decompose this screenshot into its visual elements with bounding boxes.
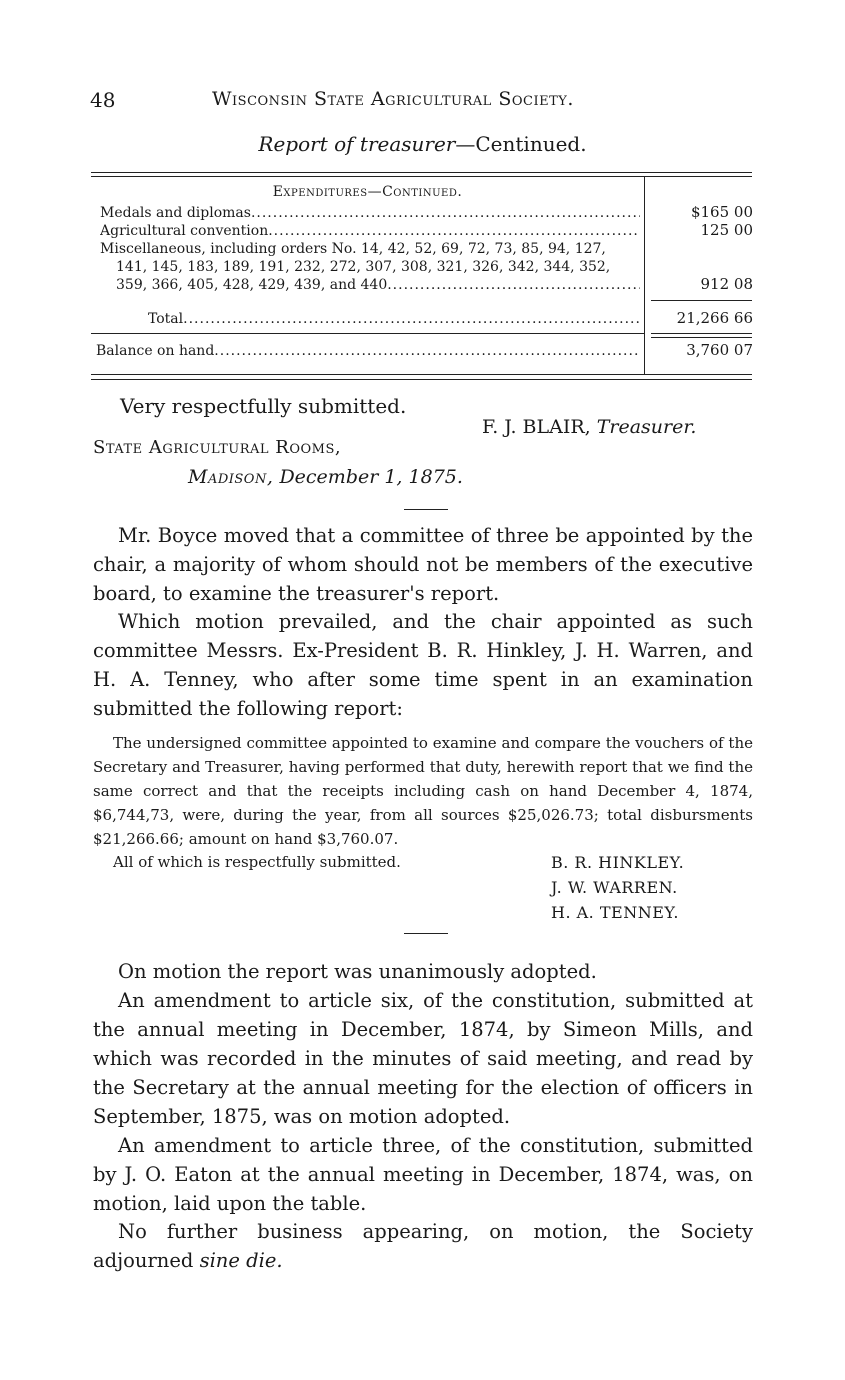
row-label: Agricultural convention [100,223,269,239]
section-divider [404,509,448,510]
leader-dots [387,276,640,294]
paragraph-boyce: Mr. Boyce moved that a committee of three be appointed by the chair, a majority of whom should not be members of the executive board, to examine the treasurer's report. [93,524,753,605]
report-title-italic: Report of treasurer [258,132,456,156]
row-label: Medals and diplomas [100,205,251,221]
leader-dots [268,222,640,240]
adjourned-text: No further business appearing, on motion, the Society adjourned [93,1220,753,1272]
place-line: State Agricultural Rooms, [93,437,342,458]
report-title-rest: —Centinued. [455,132,587,156]
amount-rule [651,337,752,338]
page-number: 48 [90,88,116,112]
date-text: December 1, 1875. [279,466,463,488]
committee-report-text: The undersigned committee appointed to examine and compare the vouchers of the Secretary and Treasurer, having performed that duty, herewith report that we find the same correct and that the receipts including cash on hand December 4, 1874, $6,744,73, were, during the year, from all sources $25,026.73; total disbursments $21,266.66; amount on hand $3,760.07. [93,734,753,848]
leader-dots [214,342,640,360]
row-amount: $165 00 [690,203,753,221]
paragraph-amendment-three: An amendment to article three, of the constitution, submitted by J. O. Eaton at the annual meeting in December, 1874, was, on motion, laid upon the table. [93,1134,753,1215]
table-row [116,276,640,294]
paragraph-adopted: On motion the report was unanimously adopted. [118,960,597,983]
running-head: Wisconsin State Agricultural Society. [212,88,574,110]
balance-label: Balance on hand [96,343,215,359]
submitted-line: Very respectfully submitted. [120,394,407,418]
misc-line: Miscellaneous, including orders No. 14, 42, 52, 69, 72, 73, 85, 94, 127, [100,241,606,257]
table-column-divider [644,176,645,374]
table-mid-rule [91,333,644,334]
total-amount: 21,266 66 [676,309,753,327]
table-heading: Expenditures—Continued. [272,184,463,200]
amount-rule [651,333,752,334]
row-amount: 125 00 [700,221,753,239]
section-divider [404,933,448,934]
committee-signature: H. A. TENNEY. [551,903,679,922]
date-line [188,466,463,488]
paragraph-motion: Which motion prevailed, and the chair appointed as such committee Messrs. Ex-President B. R. Hinkley, J. H. Warren, and H. A. Tenney, who after some time spent in an examination submitted the following report: [93,610,753,720]
report-title [0,132,845,156]
table-row [100,204,640,222]
misc-amount: 912 08 [700,275,753,293]
date-city: Madison, [188,466,274,488]
table-row [96,342,640,360]
balance-amount: 3,760 07 [686,341,753,359]
misc-line: 141, 145, 183, 189, 191, 232, 272, 307, 308, 321, 326, 342, 344, 352, [116,259,611,275]
total-label: Total [148,311,184,327]
table-bottom-rule [91,374,752,375]
signer-name: F. J. BLAIR, [482,416,591,438]
table-bottom-rule-2 [91,379,752,380]
committee-closing: All of which is respectfully submitted. [113,853,401,871]
paragraph-amendment-six: An amendment to article six, of the constitution, submitted at the annual meeting in December, 1874, by Simeon Mills, and which was recorded in the minutes of said meeting, and read by the Secretary at the annual meeting for the election of officers in September, 1875, was on motion adopted. [93,989,753,1128]
treasurer-signature [482,416,696,438]
signer-title: Treasurer. [596,416,697,438]
committee-signature: B. R. HINKLEY. [551,853,685,872]
paragraph-adjourned [93,1217,753,1275]
misc-line: 359, 366, 405, 428, 429, 439, and 440 [116,277,388,293]
table-row [100,222,640,240]
leader-dots [183,310,640,328]
leader-dots [251,204,640,222]
committee-signature: J. W. WARREN. [551,878,678,897]
amount-rule [651,300,752,301]
sine-die: sine die. [199,1249,283,1272]
table-top-rule [91,172,752,173]
table-row [148,310,640,328]
table-top-rule-2 [91,176,752,177]
